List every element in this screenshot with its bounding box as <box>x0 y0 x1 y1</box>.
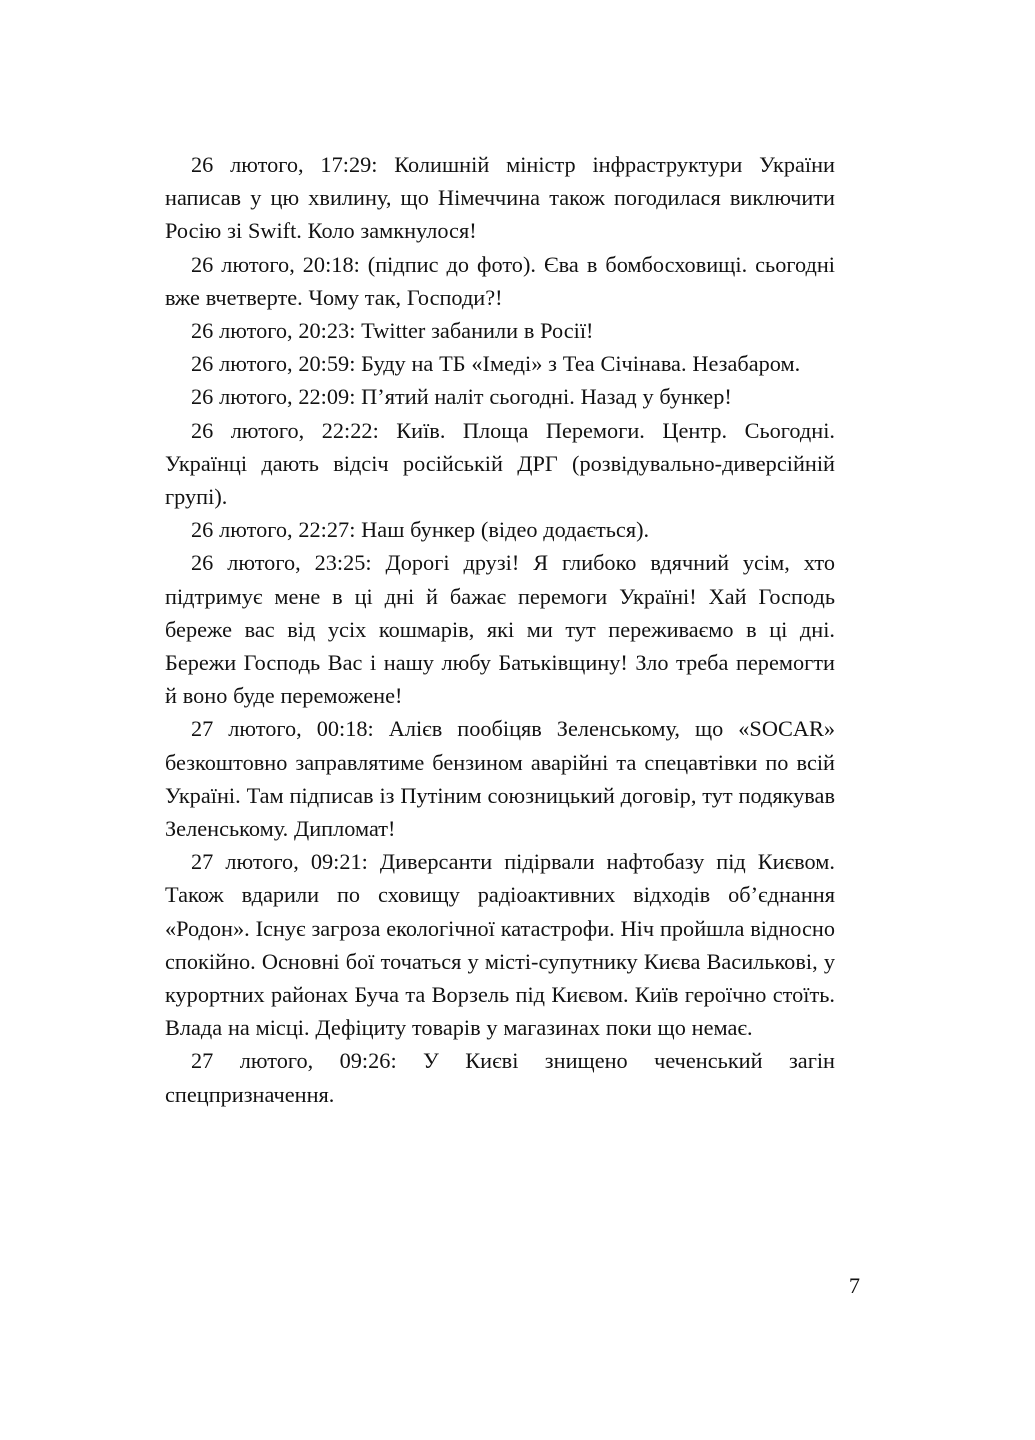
paragraph: 26 лютого, 22:09: П’ятий наліт сьогодні. Назад у бункер! <box>191 384 732 410</box>
paragraph: 27 лютого, 09:26: У Києві знищено чеченський загін спецпризначення. <box>165 1048 835 1107</box>
paragraph: 26 лютого, 23:25: Дорогі друзі! Я глибоко вдячний усім, хто підтримує мене в ці дні й бажає перемоги Україні! Хай Господь береже вас від усіх кошмарів, які ми тут переживаємо в ці дні. Бережи Господь Вас і нашу любу Батьківщину! Зло треба перемогти й воно буде переможене! <box>165 550 835 709</box>
paragraph: 26 лютого, 22:27: Наш бункер (відео додається). <box>191 517 650 543</box>
paragraph: 26 лютого, 20:18: (підпис до фото). Єва в бомбосховищі. сьогодні вже вчетверте. Чому так, Господи?! <box>165 251 835 310</box>
paragraph: 26 лютого, 20:23: Twitter забанили в Росії! <box>191 318 594 344</box>
paragraph: 26 лютого, 22:22: Київ. Площа Перемоги. Центр. Сьогодні. Українці дають відсіч російській ДРГ (розвідувально-диверсійній групі). <box>165 417 835 510</box>
body-text-block <box>165 148 835 1111</box>
paragraph: 27 лютого, 00:18: Алієв пообіцяв Зеленському, що «SOCAR» безкоштовно заправлятиме бензином аварійні та спецавтівки по всій Україні. Там підписав із Путіним союзницький договір, тут подякував Зеленському. Дипломат! <box>165 716 835 842</box>
paragraph: 27 лютого, 09:21: Диверсанти підірвали нафтобазу під Києвом. Також вдарили по сховищу радіоактивних відходів об’єднання «Родон». Існує загроза екологічної катастрофи. Ніч пройшла відносно спокійно. Основні бої точаться у місті-супутнику Києва Василькові, у курортних районах Буча та Ворзель під Києвом. Київ героїчно стоїть. Влада на місці. Дефіциту товарів у магазинах поки що немає. <box>165 849 835 1041</box>
page-number: 7 <box>848 1273 860 1298</box>
paragraph: 26 лютого, 20:59: Буду на ТБ «Імеді» з Tea Січінава. Незабаром. <box>191 351 801 377</box>
paragraph: 26 лютого, 17:29: Колишній міністр інфраструктури України написав у цю хвилину, що Німеччина також погодилася виключити Росію зі Swift. Коло замкнулося! <box>165 152 835 244</box>
